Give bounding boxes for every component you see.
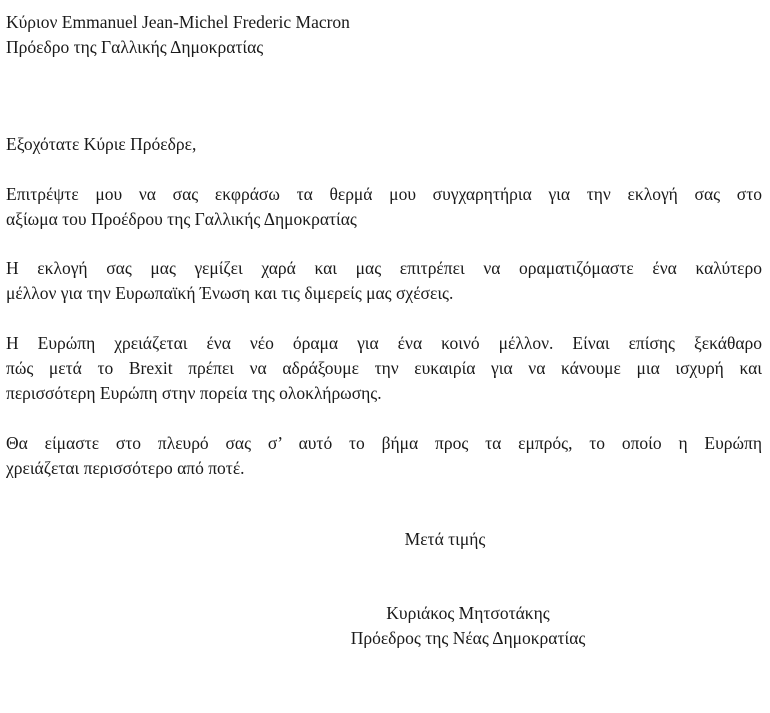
paragraph-line: Η Ευρώπη χρειάζεται ένα νέο όραμα για ένα κοινό μέλλον. Είναι επίσης ξεκάθαρο (6, 333, 762, 353)
recipient-name: Κύριον Emmanuel Jean-Michel Frederic Macron (6, 12, 350, 32)
signature-title: Πρόεδρος της Νέας Δημοκρατίας (350, 628, 586, 648)
recipient-title: Πρόεδρο της Γαλλικής Δημοκρατίας (6, 37, 264, 57)
paragraph-line: χρειάζεται περισσότερο από ποτέ. (6, 458, 245, 478)
salutation: Εξοχότατε Κύριε Πρόεδρε, (6, 134, 197, 154)
paragraph-line: μέλλον για την Ευρωπαϊκή Ένωση και τις διμερείς μας σχέσεις. (6, 283, 454, 303)
paragraph-line: Η εκλογή σας μας γεμίζει χαρά και μας επιτρέπει να οραματιζόμαστε ένα καλύτερο (6, 258, 762, 278)
paragraph-line: Θα είμαστε στο πλευρό σας σ’ αυτό το βήμα προς τα εμπρός, το οποίο η Ευρώπη (6, 433, 762, 453)
paragraph-line: Επιτρέψτε μου να σας εκφράσω τα θερμά μου συγχαρητήρια για την εκλογή σας στο (6, 184, 762, 204)
paragraph-line: αξίωμα του Προέδρου της Γαλλικής Δημοκρατίας (6, 209, 357, 229)
signature-name: Κυριάκος Μητσοτάκης (386, 603, 550, 623)
paragraph-line: πώς μετά το Brexit πρέπει να αδράξουμε την ευκαιρία για να κάνουμε μια ισχυρή και (6, 358, 762, 378)
paragraph-line: περισσότερη Ευρώπη στην πορεία της ολοκλήρωσης. (6, 383, 382, 403)
closing: Μετά τιμής (404, 529, 486, 549)
